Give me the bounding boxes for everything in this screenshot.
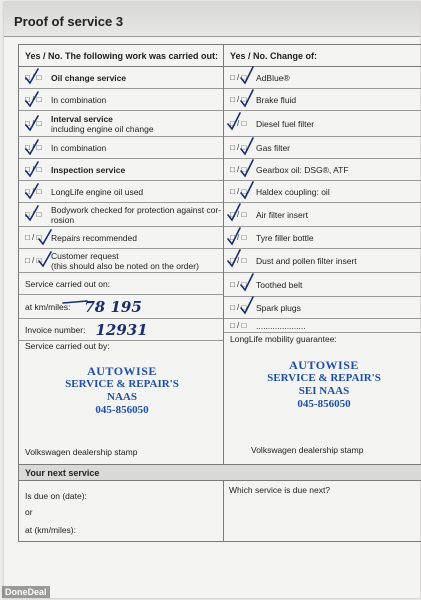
stamp-line: AUTOWISE [87, 364, 157, 378]
mileage-value: 78 195 [84, 297, 142, 316]
work-row-customer-request[interactable] [19, 249, 223, 273]
page-title: Proof of service 3 [14, 14, 124, 29]
row-label: Spark plugs [256, 302, 301, 313]
stamp-line: SEI NAAS [298, 385, 350, 397]
work-row-interval[interactable] [19, 111, 223, 137]
checkbox[interactable]: □ / □ [230, 303, 247, 312]
row-label: Inspection service [51, 164, 126, 175]
dealer-stamp-label-left: Volkswagen dealership stamp [25, 447, 138, 457]
checkbox[interactable]: □ / □ [230, 256, 247, 265]
row-sublabel: including engine oil change [51, 123, 154, 134]
checkbox[interactable]: □ / □ [230, 321, 247, 330]
checkbox[interactable]: □ / □ [230, 233, 247, 242]
work-row-repairs[interactable] [19, 227, 223, 249]
row-label: In combination [51, 94, 107, 105]
next-or-label: or [25, 507, 33, 517]
mileage-label: at km/miles: [25, 301, 71, 312]
checkbox[interactable]: □ / □ [230, 280, 247, 289]
stamp-left [37, 365, 207, 417]
change-row-tyre-bottle[interactable] [224, 227, 421, 249]
invoice-row[interactable] [19, 319, 223, 341]
next-due-date-label: Is due on (date): [25, 491, 87, 501]
row-sublabel: rosion [51, 214, 75, 225]
dealer-stamp-label-right: Volkswagen dealership stamp [251, 445, 364, 455]
work-row-combination-1[interactable] [19, 89, 223, 111]
checkbox[interactable]: □ / □ [230, 73, 247, 82]
checkbox[interactable]: □ / □ [25, 119, 42, 128]
checkbox[interactable]: □ / □ [25, 187, 42, 196]
work-row-combination-2[interactable] [19, 137, 223, 159]
next-service-box [18, 464, 421, 542]
row-label: ..................... [256, 320, 306, 331]
service-form [18, 44, 421, 466]
stamp-line: SERVICE & REPAIR'S [65, 378, 179, 390]
service-by-label: Service carried out by: [25, 341, 110, 351]
next-which-label: Which service is due next? [229, 485, 331, 495]
work-row-bodywork[interactable] [19, 203, 223, 227]
checkbox[interactable]: □ / □ [25, 210, 42, 219]
checkbox[interactable]: □ / □ [230, 95, 247, 104]
change-row-gearbox-oil[interactable] [224, 159, 421, 181]
checkbox[interactable]: □ / □ [25, 165, 42, 174]
row-label: Gas filter [256, 142, 291, 153]
row-label: Dust and pollen filter insert [256, 255, 357, 266]
mileage-row[interactable] [19, 295, 223, 319]
next-km-label: at (km/miles): [25, 525, 76, 535]
change-row-haldex[interactable] [224, 181, 421, 203]
left-column-header: Yes / No. The following work was carried out: [19, 45, 223, 67]
stamp-line: AUTOWISE [289, 358, 359, 372]
checkbox[interactable]: □ / □ [230, 119, 247, 128]
row-label: AdBlue® [256, 72, 290, 83]
change-row-toothed-belt[interactable] [224, 273, 421, 297]
row-label: Tyre filler bottle [256, 232, 314, 243]
change-row-adblue[interactable] [224, 67, 421, 89]
service-date-row[interactable] [19, 273, 223, 295]
work-row-longlife-oil[interactable] [19, 181, 223, 203]
row-label: Oil change service [51, 72, 127, 83]
title-bar [4, 2, 420, 37]
row-label: LongLife engine oil used [51, 186, 144, 197]
service-by-row [19, 341, 223, 355]
checkbox[interactable]: □ / □ [230, 187, 247, 196]
next-service-header: Your next service [19, 465, 421, 481]
stamp-line: SERVICE & REPAIR'S [267, 372, 381, 384]
row-label: In combination [51, 142, 107, 153]
checkbox[interactable]: □ / □ [25, 73, 42, 82]
row-label: Gearbox oil: DSG®, ATF [256, 164, 349, 175]
row-label: Toothed belt [256, 279, 303, 290]
service-date-label: Service carried out on: [25, 278, 111, 289]
checkbox[interactable]: □ / □ [25, 256, 42, 265]
change-row-pollen-filter[interactable] [224, 249, 421, 273]
invoice-label: Invoice number: [25, 324, 86, 335]
service-book-page [4, 2, 420, 598]
work-row-oil-change[interactable] [19, 67, 223, 89]
stamp-line: 045-856050 [297, 398, 351, 410]
next-service-divider [223, 481, 224, 541]
row-label: Bodywork checked for protection against cor- [51, 204, 222, 215]
change-row-air-filter[interactable] [224, 203, 421, 227]
checkbox[interactable]: □ / □ [230, 143, 247, 152]
stamp-line: NAAS [107, 391, 137, 403]
row-label: Interval service [51, 113, 113, 124]
checkbox[interactable]: □ / □ [25, 143, 42, 152]
change-row-gas-filter[interactable] [224, 137, 421, 159]
change-row-diesel-filter[interactable] [224, 111, 421, 137]
row-label: Brake fluid [256, 94, 297, 105]
row-label: Diesel fuel filter [256, 118, 315, 129]
change-row-brake-fluid[interactable] [224, 89, 421, 111]
row-label: Haldex coupling: oil [256, 186, 330, 197]
stamp-right [234, 359, 414, 411]
change-row-spark-plugs[interactable] [224, 297, 421, 319]
row-label: Repairs recommended [51, 232, 137, 243]
invoice-value: 12931 [95, 320, 148, 339]
stamp-line: 045-856050 [95, 404, 149, 416]
right-column-header: Yes / No. Change of: [224, 45, 421, 67]
checkbox[interactable]: □ / □ [25, 233, 42, 242]
change-row-blank[interactable] [224, 319, 421, 333]
checkbox[interactable]: □ / □ [230, 210, 247, 219]
longlife-label: LongLife mobility guarantee: [230, 334, 337, 344]
checkbox[interactable]: □ / □ [25, 95, 42, 104]
row-label: Customer request [51, 250, 119, 261]
row-label: Air filter insert [256, 209, 308, 220]
row-sublabel: (this should also be noted on the order) [51, 260, 199, 271]
checkbox[interactable]: □ / □ [230, 165, 247, 174]
work-row-inspection[interactable] [19, 159, 223, 181]
longlife-row [224, 333, 421, 345]
watermark: DoneDeal [2, 586, 50, 598]
